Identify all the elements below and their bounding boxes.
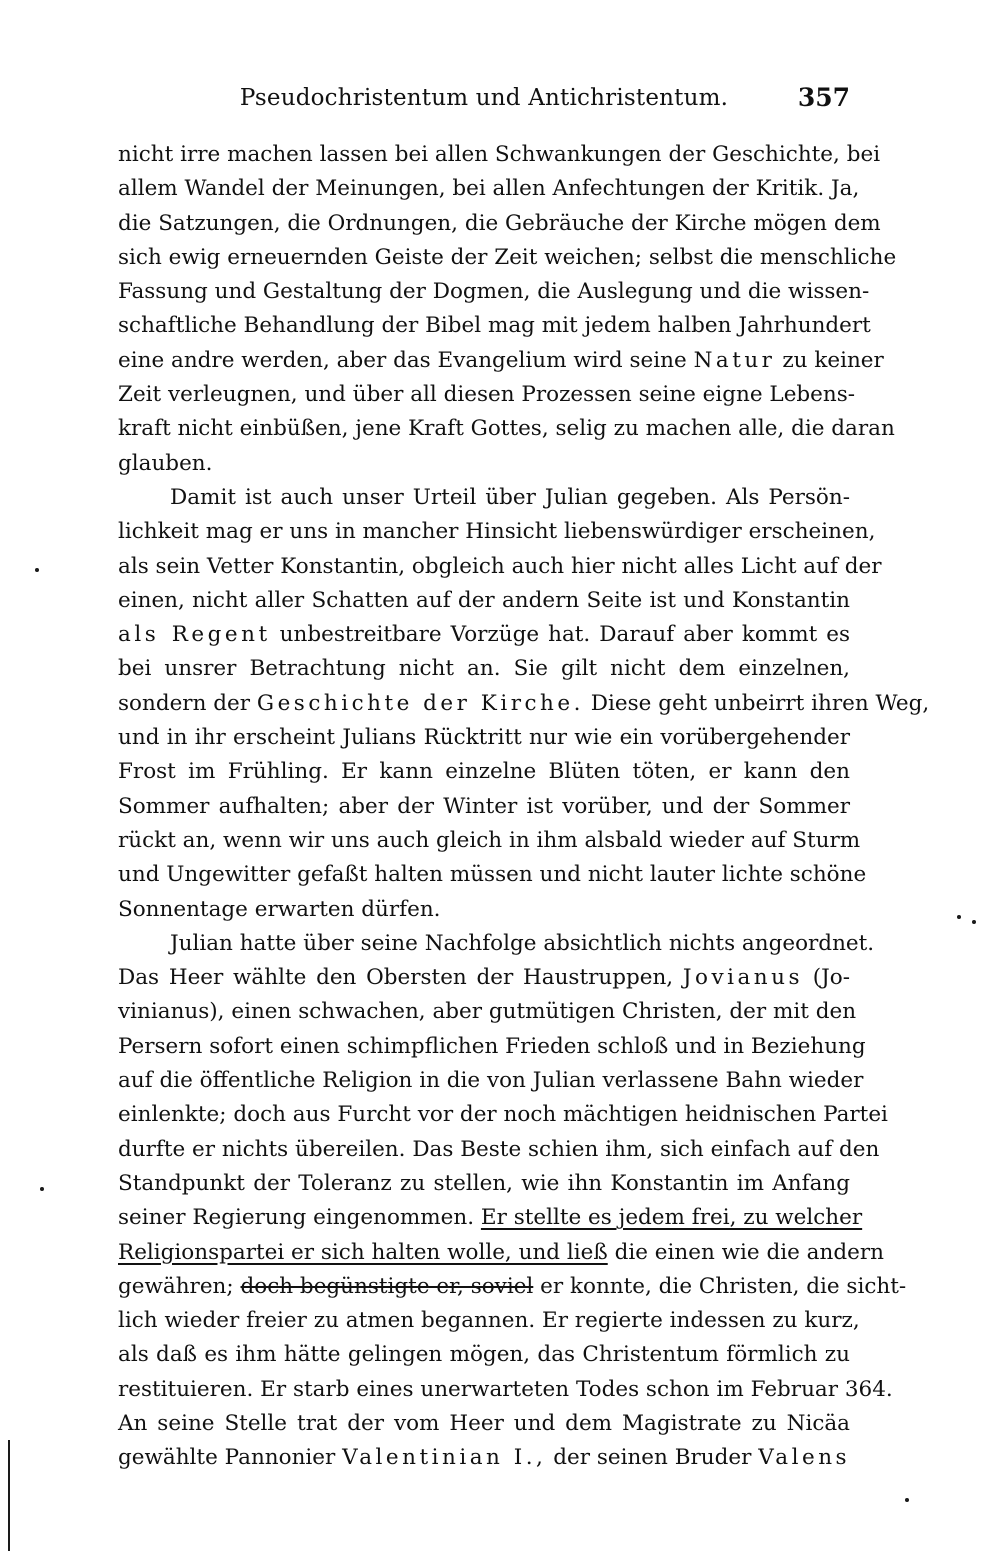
text-line: [118, 618, 850, 652]
text-line: allem Wandel der Meinungen, bei allen Anfechtungen der Kritik. Ja,: [118, 176, 860, 202]
running-head: [118, 78, 850, 118]
text-line: einlenkte; doch aus Furcht vor der noch mächtigen heidnischen Partei: [118, 1102, 888, 1128]
text-line: und Ungewitter gefaßt halten müssen und nicht lauter lichte schöne: [118, 862, 867, 888]
text-fragment: Diese geht unbeirrt ihren Weg,: [590, 690, 930, 716]
text-line: als daß es ihm hätte gelingen mögen, das Christentum förmlich zu: [118, 1342, 850, 1368]
running-title: Pseudochristentum und Antichristentum.: [239, 85, 729, 111]
text-line: vinianus), einen schwachen, aber gutmütigen Christen, der mit den: [118, 999, 857, 1025]
emphasized-word: Natur: [693, 347, 776, 373]
text-fragment: zu keiner: [782, 347, 884, 373]
text-fragment: gewähren;: [118, 1273, 234, 1299]
text-line: Sommer aufhalten; aber der Winter ist vorüber, und der Sommer: [118, 793, 850, 819]
text-line: Standpunkt der Toleranz zu stellen, wie ihn Konstantin im Anfang: [118, 1170, 850, 1196]
emphasized-word: Geschichte der Kirche.: [256, 690, 584, 716]
emphasized-word: Valens: [758, 1445, 851, 1471]
text-line: sich ewig erneuernden Geiste der Zeit weichen; selbst die menschliche: [118, 244, 897, 270]
text-line: bei unsrer Betrachtung nicht an. Sie gilt nicht dem einzelnen,: [118, 656, 850, 682]
text-line: kraft nicht einbüßen, jene Kraft Gottes, selig zu machen alle, die daran: [118, 416, 895, 442]
scan-speck: [35, 568, 39, 572]
scan-speck: [905, 1498, 909, 1502]
text-line: Damit ist auch unser Urteil über Julian gegeben. Als Persön-: [170, 484, 850, 510]
text-line: [118, 1201, 863, 1235]
text-line: lichkeit mag er uns in mancher Hinsicht liebenswürdiger erscheinen,: [118, 519, 876, 545]
text-fragment: gewählte Pannonier: [118, 1445, 336, 1471]
scan-speck: [957, 915, 961, 919]
text-fragment: seiner Regierung eingenommen.: [118, 1205, 475, 1231]
text-line: Zeit verleugnen, und über all diesen Prozessen seine eigne Lebens-: [118, 382, 856, 408]
text-line: restituieren. Er starb eines unerwarteten Todes schon im Februar 364.: [118, 1376, 893, 1402]
underlined-passage: Er stellte es jedem frei, zu welcher: [480, 1205, 863, 1231]
text-line: An seine Stelle trat der vom Heer und dem Magistrate zu Nicäa: [118, 1410, 850, 1436]
text-line: die Satzungen, die Ordnungen, die Gebräuche der Kirche mögen dem: [118, 210, 881, 236]
text-line: Sonnentage erwarten dürfen.: [118, 896, 441, 922]
emphasized-word: Valentinian I.,: [342, 1445, 547, 1471]
scan-edge-line: [8, 1440, 10, 1551]
text-fragment: Das Heer wählte den Obersten der Haustruppen,: [118, 965, 674, 991]
text-line: [118, 1270, 907, 1304]
text-line: schaftliche Behandlung der Bibel mag mit jedem halben Jahrhundert: [118, 313, 871, 339]
text-line: nicht irre machen lassen bei allen Schwankungen der Geschichte, bei: [118, 142, 881, 167]
text-fragment: er konnte, die Christen, die sicht-: [540, 1273, 907, 1299]
text-fragment: sondern der: [118, 690, 251, 716]
text-line: [118, 344, 884, 378]
text-line: auf die öffentliche Religion in die von Julian verlassene Bahn wieder: [118, 1068, 864, 1094]
text-fragment: (Jo-: [812, 965, 850, 991]
text-fragment: der seinen Bruder: [553, 1445, 752, 1471]
text-line: Fassung und Gestaltung der Dogmen, die Auslegung und die wissen-: [118, 279, 870, 305]
page-number: 357: [797, 83, 850, 112]
text-fragment: eine andre werden, aber das Evangelium wird seine: [118, 347, 687, 373]
text-line: [118, 687, 930, 721]
text-fragment: unbestreitbare Vorzüge hat. Darauf aber kommt es: [279, 622, 851, 648]
text-line: durfte er nichts übereilen. Das Beste schien ihm, sich einfach auf den: [118, 1136, 880, 1162]
text-fragment: die einen wie die andern: [614, 1239, 884, 1265]
text-line: Frost im Frühling. Er kann einzelne Blüten töten, er kann den: [118, 759, 850, 785]
body-text: [118, 138, 930, 1476]
text-line: glauben.: [118, 450, 213, 476]
text-line: [118, 1236, 884, 1270]
underlined-passage: Religionspartei er sich halten wolle, und ließ: [118, 1239, 608, 1265]
text-line: rückt an, wenn wir uns auch gleich in ihm alsbald wieder auf Sturm: [118, 827, 861, 853]
text-line: als sein Vetter Konstantin, obgleich auch hier nicht alles Licht auf der: [118, 553, 882, 579]
emphasized-word: Jovianus: [682, 965, 804, 991]
text-line: einen, nicht aller Schatten auf der andern Seite ist und Konstantin: [118, 587, 850, 613]
struck-passage: doch begünstigte er, soviel: [240, 1273, 534, 1299]
text-line: [118, 961, 850, 995]
text-line: Persern sofort einen schimpflichen Frieden schloß und in Beziehung: [118, 1033, 866, 1059]
text-line: [118, 1441, 850, 1475]
text-line: Julian hatte über seine Nachfolge absichtlich nichts angeordnet.: [170, 930, 875, 956]
text-line: und in ihr erscheint Julians Rücktritt nur wie ein vorübergehender: [118, 725, 850, 751]
text-line: lich wieder freier zu atmen begannen. Er regierte indessen zu kurz,: [118, 1308, 860, 1334]
scan-speck: [972, 920, 976, 924]
emphasized-word: als Regent: [118, 622, 271, 648]
scan-speck: [40, 1187, 44, 1191]
